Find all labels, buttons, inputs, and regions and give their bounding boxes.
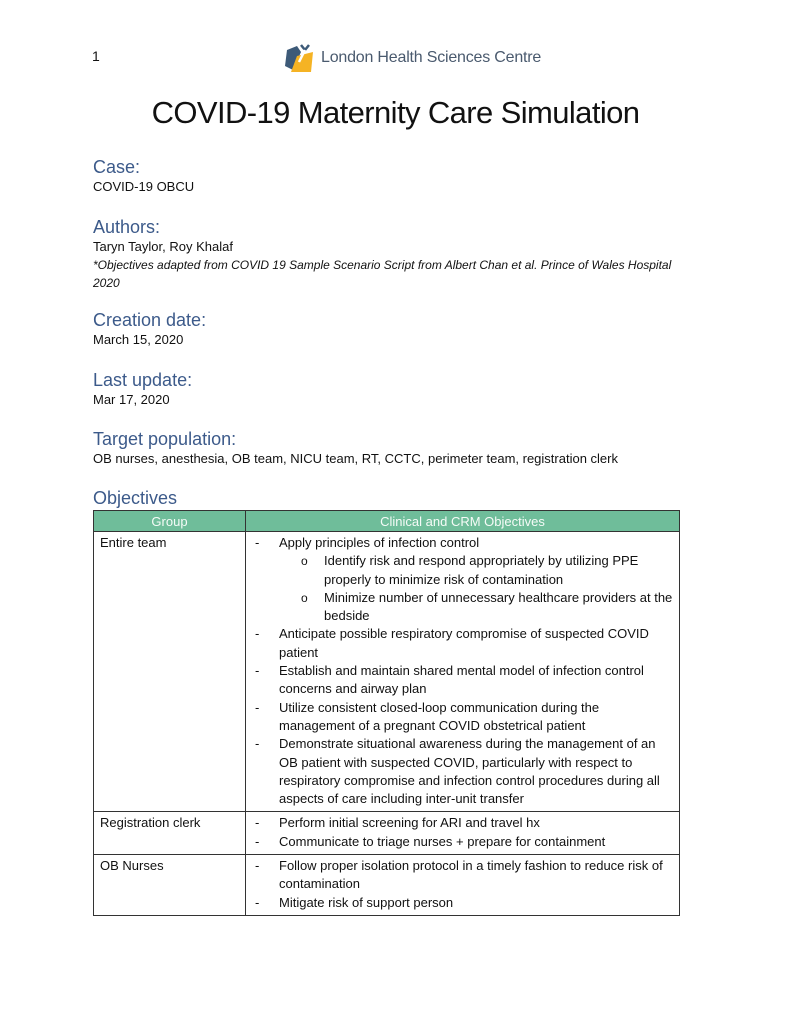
objectives-list xyxy=(252,814,673,851)
creation-date-heading: Creation date: xyxy=(93,310,207,330)
objectives-list xyxy=(252,534,673,808)
target-population-section xyxy=(93,428,618,468)
column-header-group: Group xyxy=(94,511,246,532)
sub-objective-item xyxy=(279,552,673,589)
case-heading: Case: xyxy=(93,157,141,177)
last-update-section xyxy=(93,369,192,409)
target-population-value: OB nurses, anesthesia, OB team, NICU team, RT, CCTC, perimeter team, registration clerk xyxy=(93,451,618,466)
dash-bullet-icon: - xyxy=(255,736,260,752)
objective-text: Apply principles of infection control xyxy=(279,535,480,550)
objective-item xyxy=(252,894,673,912)
authors-value: Taryn Taylor, Roy Khalaf xyxy=(93,239,233,254)
target-population-heading: Target population: xyxy=(93,429,237,449)
objective-text: Establish and maintain shared mental model of infection control concerns and airway plan xyxy=(279,663,644,697)
objective-text: Demonstrate situational awareness during the management of an OB patient with suspected COVID, particularly with respect to respiratory compromise and infection control procedures during all aspects of care including inter-unit transfer xyxy=(279,736,660,807)
objective-text: Anticipate possible respiratory compromise of suspected COVID patient xyxy=(279,626,649,660)
dash-bullet-icon: - xyxy=(255,858,260,874)
group-cell: Entire team xyxy=(94,532,246,812)
circle-bullet-icon: o xyxy=(301,590,308,605)
objective-item xyxy=(252,625,673,662)
logo-text: London Health Sciences Centre xyxy=(321,49,542,66)
lhsc-logo xyxy=(283,42,541,74)
column-header-objectives: Clinical and CRM Objectives xyxy=(246,511,680,532)
objectives-heading: Objectives xyxy=(93,488,178,508)
objective-item xyxy=(252,534,673,625)
sub-objective-item xyxy=(279,589,673,626)
objective-item xyxy=(252,662,673,699)
objective-text: Perform initial screening for ARI and travel hx xyxy=(279,815,540,831)
authors-heading: Authors: xyxy=(93,217,161,237)
dash-bullet-icon: - xyxy=(255,535,260,550)
dash-bullet-icon: - xyxy=(255,815,260,831)
objective-text: Utilize consistent closed-loop communication during the management of a pregnant COVID obstetrical patient xyxy=(279,699,600,733)
table-row xyxy=(94,855,680,916)
objectives-list xyxy=(252,857,673,912)
last-update-heading: Last update: xyxy=(93,370,193,390)
objective-item xyxy=(252,857,673,894)
objective-item xyxy=(252,735,673,808)
sub-objective-text: Identify risk and respond appropriately by utilizing PPE properly to minimize risk of contamination xyxy=(324,553,639,587)
objective-item xyxy=(252,833,673,851)
objectives-note: *Objectives adapted from COVID 19 Sample Scenario Script from Albert Chan et al. Prince of Wales Hospital 2020 xyxy=(93,258,672,290)
creation-date-section xyxy=(93,309,206,349)
dash-bullet-icon: - xyxy=(255,699,260,715)
case-value: COVID-19 OBCU xyxy=(93,179,195,194)
group-cell: Registration clerk xyxy=(94,812,246,855)
page-number: 1 xyxy=(92,48,100,64)
sub-objectives-list xyxy=(279,552,673,625)
document-title: COVID-19 Maternity Care Simulation xyxy=(151,95,640,130)
table-row xyxy=(94,812,680,855)
dash-bullet-icon: - xyxy=(255,833,260,849)
objective-text: Communicate to triage nurses + prepare for containment xyxy=(279,833,606,849)
objectives-cell xyxy=(246,812,680,855)
lhsc-logo-icon xyxy=(283,42,315,74)
objective-text: Mitigate risk of support person xyxy=(279,894,454,910)
sub-objective-text: Minimize number of unnecessary healthcare providers at the bedside xyxy=(324,589,673,624)
last-update-value: Mar 17, 2020 xyxy=(93,392,170,407)
objectives-table xyxy=(93,510,680,916)
case-section xyxy=(93,156,194,196)
dash-bullet-icon: - xyxy=(255,894,260,910)
objectives-section xyxy=(93,487,177,509)
circle-bullet-icon: o xyxy=(301,554,308,569)
table-row xyxy=(94,532,680,812)
objectives-cell xyxy=(246,532,680,812)
group-cell: OB Nurses xyxy=(94,855,246,916)
objective-item xyxy=(252,699,673,736)
creation-date-value: March 15, 2020 xyxy=(93,332,184,347)
authors-section xyxy=(93,216,693,292)
dash-bullet-icon: - xyxy=(255,663,260,679)
table-header-row xyxy=(94,511,680,532)
objective-text: Follow proper isolation protocol in a timely fashion to reduce risk of contamination xyxy=(279,858,663,892)
objective-item xyxy=(252,814,673,832)
objectives-cell xyxy=(246,855,680,916)
dash-bullet-icon: - xyxy=(255,626,260,642)
